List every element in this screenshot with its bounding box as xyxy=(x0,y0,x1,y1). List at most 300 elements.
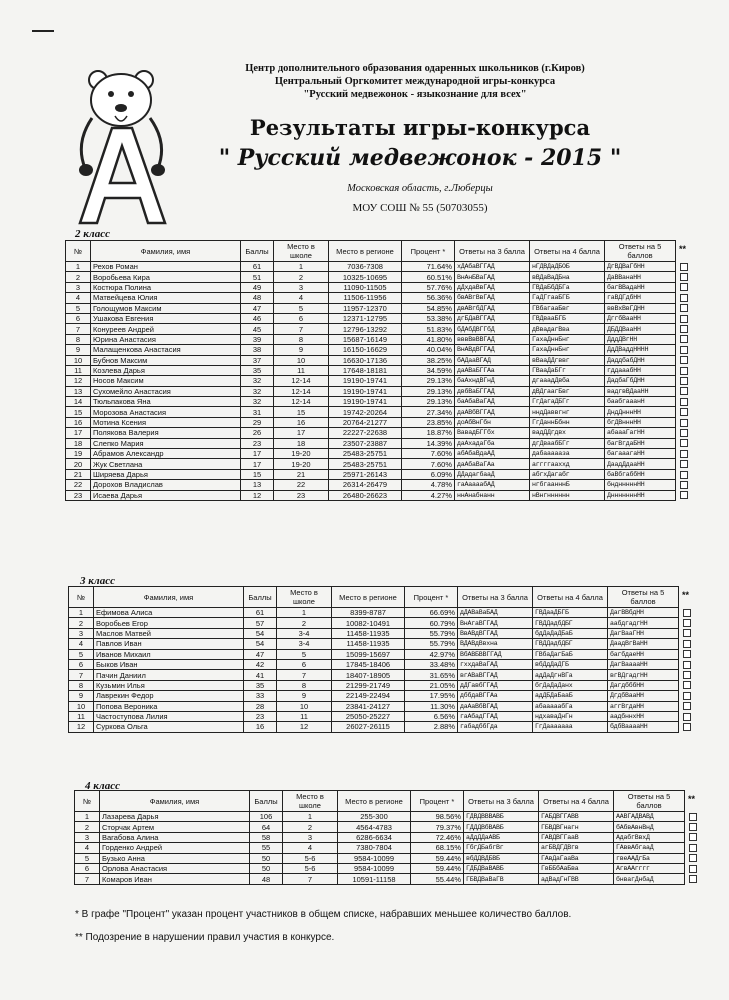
column-header: Место в регионе xyxy=(338,791,411,812)
table-cell: бдбВааааНН xyxy=(608,722,679,732)
table-cell: 55.79% xyxy=(405,639,458,649)
table-cell: ДагдбббНН xyxy=(608,680,679,690)
table-header-row xyxy=(75,791,685,812)
table-cell: 4.78% xyxy=(402,480,455,490)
table-cell: ВавадБГГбх xyxy=(455,428,530,438)
table-cell: 15 xyxy=(274,407,329,417)
table-row xyxy=(69,691,679,701)
violation-checkbox[interactable] xyxy=(680,450,688,458)
table-cell: ДаВВанаНН xyxy=(605,272,676,282)
table-cell: Ушакова Евгения xyxy=(91,313,241,323)
violation-checkbox[interactable] xyxy=(680,419,688,427)
table-cell: 8 xyxy=(66,334,91,344)
table-cell: доАбВнГбн xyxy=(455,417,530,427)
table-cell: ГахаДннБнг xyxy=(530,345,605,355)
table-cell: Тюльпакова Яна xyxy=(91,397,241,407)
column-header: Ответы на 3 балла xyxy=(464,791,539,812)
table-cell: аггВгдаНН xyxy=(608,701,679,711)
violation-checkbox[interactable] xyxy=(689,875,697,883)
table-cell: 8399-8787 xyxy=(332,608,405,618)
table-cell: 4 xyxy=(283,843,338,853)
table-cell: ГвББбАаБва xyxy=(539,863,614,873)
table-header-row xyxy=(69,587,679,608)
violation-checkbox[interactable] xyxy=(683,723,691,731)
table-cell: ГВДаБбДБГа xyxy=(530,282,605,292)
table-cell: Горденко Андрей xyxy=(100,843,250,853)
violation-checkbox[interactable] xyxy=(683,661,691,669)
violation-checkbox[interactable] xyxy=(689,854,697,862)
violation-checkbox[interactable] xyxy=(680,408,688,416)
table-cell: 55.44% xyxy=(411,874,464,884)
table-cell: Козлева Дарья xyxy=(91,365,241,375)
violation-checkbox[interactable] xyxy=(680,315,688,323)
table-cell: дабаааааза xyxy=(530,449,605,459)
violation-checkbox[interactable] xyxy=(680,294,688,302)
table-cell: 16150-16629 xyxy=(329,345,402,355)
table-cell: 3 xyxy=(66,282,91,292)
table-cell: 23 xyxy=(244,711,277,721)
violation-checkbox[interactable] xyxy=(680,283,688,291)
table-cell: 55 xyxy=(250,843,283,853)
table-cell: 31 xyxy=(241,407,274,417)
table-cell: аггггааххд xyxy=(530,459,605,469)
table-cell: 5 xyxy=(75,853,100,863)
table-cell: ДадбаГбДНН xyxy=(605,376,676,386)
results-table xyxy=(65,240,676,501)
table-cell: 17 xyxy=(274,428,329,438)
table-cell: 12-14 xyxy=(274,376,329,386)
table-cell: 22149-22494 xyxy=(332,691,405,701)
table-cell: 57.76% xyxy=(402,282,455,292)
table-cell: 29.13% xyxy=(402,386,455,396)
table-cell: Кузьмин Илья xyxy=(94,680,244,690)
table-cell: Комаров Иван xyxy=(100,874,250,884)
table-cell: 25971-26143 xyxy=(329,469,402,479)
table-cell: 5 xyxy=(69,649,94,659)
table-cell: 5-6 xyxy=(283,863,338,873)
violation-checkbox[interactable] xyxy=(689,844,697,852)
table-cell: 12796-13292 xyxy=(329,324,402,334)
table-cell: 7 xyxy=(277,670,332,680)
violation-checkbox[interactable] xyxy=(683,609,691,617)
table-cell: 10 xyxy=(277,701,332,711)
table-row xyxy=(69,711,679,721)
table-cell: Орлова Анастасия xyxy=(100,863,250,873)
violation-checkbox[interactable] xyxy=(680,439,688,447)
table-cell: 7 xyxy=(66,324,91,334)
table-cell: 58 xyxy=(250,832,283,842)
table-cell: 4 xyxy=(66,293,91,303)
table-cell: 26314-26479 xyxy=(329,480,402,490)
table-cell: ГВбаДагБаБ xyxy=(533,649,608,659)
table-cell: 7380-7804 xyxy=(338,843,411,853)
table-cell: ДдДВаддНННН xyxy=(605,345,676,355)
table-row xyxy=(66,480,676,490)
table-cell: дДГавбГГАД xyxy=(458,680,533,690)
table-row xyxy=(69,608,679,618)
table-cell: 11957-12370 xyxy=(329,303,402,313)
table-cell: 31.65% xyxy=(405,670,458,680)
table-cell: 32 xyxy=(241,397,274,407)
table-cell: 15 xyxy=(241,469,274,479)
table-cell: ннАнабнанн xyxy=(455,490,530,500)
table-cell: гаАбадГГАД xyxy=(458,711,533,721)
violation-checkbox[interactable] xyxy=(680,263,688,271)
table-cell: 9584-10099 xyxy=(338,863,411,873)
table-row xyxy=(69,628,679,638)
violation-checkbox[interactable] xyxy=(680,356,688,364)
violation-checkbox[interactable] xyxy=(680,273,688,281)
column-header: Место в школе xyxy=(277,587,332,608)
violation-checkbox[interactable] xyxy=(680,335,688,343)
table-cell: 6 xyxy=(274,313,329,323)
table-cell: ДддДВгНН xyxy=(605,334,676,344)
table-cell: Ефимова Алиса xyxy=(94,608,244,618)
table-cell: дгБДаВГГАД xyxy=(455,313,530,323)
column-header: Баллы xyxy=(244,587,277,608)
table-cell: Матвейцева Юлия xyxy=(91,293,241,303)
table-cell: адВадГнГВВ xyxy=(539,874,614,884)
violation-checkbox[interactable] xyxy=(680,304,688,312)
table-cell: 11 xyxy=(66,365,91,375)
table-cell: Конуреев Андрей xyxy=(91,324,241,334)
table-cell: дббдаВГГАа xyxy=(458,691,533,701)
violation-checkbox[interactable] xyxy=(689,865,697,873)
table-cell: 4 xyxy=(75,843,100,853)
column-header: Ответы на 4 балла xyxy=(533,587,608,608)
table-row xyxy=(75,822,685,832)
violation-checkbox[interactable] xyxy=(683,619,691,627)
column-header: Место в школе xyxy=(283,791,338,812)
table-cell: багВгдаБНН xyxy=(605,438,676,448)
header-line-3: "Русский медвежонок - языкознание для всех" xyxy=(303,89,527,100)
table-cell: багбдаеНН xyxy=(608,649,679,659)
table-cell: 29 xyxy=(241,417,274,427)
table-cell: 11 xyxy=(69,711,94,721)
table-cell: вбДДВДБВБ xyxy=(464,853,539,863)
table-cell: 6.09% xyxy=(402,469,455,479)
table-cell: 11458-11935 xyxy=(332,639,405,649)
column-header: Фамилия, имя xyxy=(100,791,250,812)
table-cell: гддааабНН xyxy=(605,365,676,375)
table-cell: Павлов Иван xyxy=(94,639,244,649)
table-cell: 49 xyxy=(241,282,274,292)
grade-label: 2 класс xyxy=(75,228,110,240)
table-cell: аДдДДаАВБ xyxy=(464,832,539,842)
table-cell: 11.30% xyxy=(405,701,458,711)
table-cell: 6 xyxy=(69,659,94,669)
table-cell: бДАбДВГГбД xyxy=(455,324,530,334)
table-row xyxy=(69,701,679,711)
violation-checkbox[interactable] xyxy=(680,491,688,499)
table-row xyxy=(66,438,676,448)
table-cell: 53.38% xyxy=(402,313,455,323)
table-cell: 10 xyxy=(69,701,94,711)
table-cell: Слепко Мария xyxy=(91,438,241,448)
table-cell: 5 xyxy=(274,303,329,313)
school-name: МОУ СОШ № 55 (50703055) xyxy=(352,202,488,214)
table-cell: Голощумов Максим xyxy=(91,303,241,313)
table-cell: 19-20 xyxy=(274,449,329,459)
column-header: Место в школе xyxy=(274,241,329,262)
table-cell: 79.37% xyxy=(411,822,464,832)
table-cell: 55.79% xyxy=(405,628,458,638)
table-cell: АдабгВвхД xyxy=(614,832,685,842)
violation-checkbox[interactable] xyxy=(680,471,688,479)
table-cell: аабдгадгНН xyxy=(608,618,679,628)
table-cell: дгааадДвба xyxy=(530,376,605,386)
table-cell: 2 xyxy=(75,822,100,832)
violation-checkbox[interactable] xyxy=(683,629,691,637)
table-cell: 19-20 xyxy=(274,459,329,469)
violation-checkbox[interactable] xyxy=(683,702,691,710)
violation-checkbox[interactable] xyxy=(680,367,688,375)
table-cell: 33 xyxy=(244,691,277,701)
table-cell: габадббГда xyxy=(458,722,533,732)
table-cell: бгДаДаДанх xyxy=(533,680,608,690)
violation-checkbox[interactable] xyxy=(683,681,691,689)
table-cell: ДнннннннНН xyxy=(605,490,676,500)
table-cell: Юрина Анастасия xyxy=(91,334,241,344)
table-cell: абааааабГа xyxy=(533,701,608,711)
table-cell: 10082-10491 xyxy=(332,618,405,628)
table-cell: 11458-11935 xyxy=(332,628,405,638)
table-cell: 40.04% xyxy=(402,345,455,355)
table-row xyxy=(66,303,676,313)
table-cell: агБВДГДВгв xyxy=(539,843,614,853)
table-row xyxy=(66,324,676,334)
table-cell: 48 xyxy=(241,293,274,303)
table-cell: 51 xyxy=(241,272,274,282)
violation-checkbox[interactable] xyxy=(680,387,688,395)
table-cell: даАаВбВГАД xyxy=(458,701,533,711)
table-cell: 1 xyxy=(277,608,332,618)
table-cell: 60.51% xyxy=(402,272,455,282)
table-cell: 9 xyxy=(277,691,332,701)
column-header: Ответы на 5 баллов xyxy=(605,241,676,262)
column-header: Баллы xyxy=(241,241,274,262)
organizer-header xyxy=(180,62,650,101)
table-cell: 38 xyxy=(241,345,274,355)
violation-checkbox[interactable] xyxy=(680,377,688,385)
table-cell: 19190-19741 xyxy=(329,386,402,396)
table-cell: ГВааДаБГг xyxy=(530,365,605,375)
table-cell: 21 xyxy=(274,469,329,479)
table-cell: бвАВгВвГАД xyxy=(455,293,530,303)
table-cell: Сухомейло Анастасия xyxy=(91,386,241,396)
table-cell: 15 xyxy=(66,407,91,417)
table-cell: 7036-7308 xyxy=(329,262,402,272)
table-cell: багВВадаНН xyxy=(605,282,676,292)
table-cell: вВДаВаДБна xyxy=(530,272,605,282)
table-row xyxy=(66,376,676,386)
table-cell: 4.27% xyxy=(402,490,455,500)
table-cell: 7.60% xyxy=(402,449,455,459)
table-cell: 28 xyxy=(244,701,277,711)
table-cell: 19190-19741 xyxy=(329,397,402,407)
table-cell: баАбаВаГАД xyxy=(455,397,530,407)
violation-column-header: ** xyxy=(682,590,690,600)
table-cell: даАВбВГГАД xyxy=(455,407,530,417)
table-cell: Малащенкова Анастасия xyxy=(91,345,241,355)
column-header: № xyxy=(69,587,94,608)
table-cell: 3 xyxy=(283,832,338,842)
table-cell: 18.87% xyxy=(402,428,455,438)
violation-checkbox[interactable] xyxy=(680,429,688,437)
table-cell: 18 xyxy=(274,438,329,448)
column-header: № xyxy=(75,791,100,812)
table-cell: 6 xyxy=(75,863,100,873)
contest-name: " Русский медвежонок - 2015 " xyxy=(218,145,622,171)
table-cell: 10 xyxy=(274,355,329,365)
table-cell: 17 xyxy=(241,459,274,469)
table-cell: 6 xyxy=(277,659,332,669)
violation-checkbox[interactable] xyxy=(683,713,691,721)
table-cell: ААВГАДВАВД xyxy=(614,812,685,822)
table-cell: 7 xyxy=(283,874,338,884)
table-cell: 4 xyxy=(274,293,329,303)
table-row xyxy=(66,365,676,375)
table-cell: 3-4 xyxy=(277,628,332,638)
table-cell: 9 xyxy=(274,345,329,355)
table-cell: 47 xyxy=(244,649,277,659)
table-cell: ДагВааааНН xyxy=(608,659,679,669)
table-cell: абАбаВдаАД xyxy=(455,449,530,459)
column-header: Ответы на 3 балла xyxy=(455,241,530,262)
table-cell: ГВДааДБГБ xyxy=(533,608,608,618)
column-header: Ответы на 4 балла xyxy=(539,791,614,812)
violation-checkbox[interactable] xyxy=(680,481,688,489)
table-cell: ДгдбВааНН xyxy=(608,691,679,701)
table-cell: Попова Вероника xyxy=(94,701,244,711)
table-cell: 35 xyxy=(244,680,277,690)
table-cell: 23507-23887 xyxy=(329,438,402,448)
table-cell: ГБВДВГнагн xyxy=(539,822,614,832)
table-row xyxy=(75,843,685,853)
table-cell: 22227-22638 xyxy=(329,428,402,438)
header-line-2: Центральный Оргкомитет международной игры-конкурса xyxy=(274,76,556,87)
table-row xyxy=(69,639,679,649)
table-cell: 25483-25751 xyxy=(329,459,402,469)
table-cell: Маслов Матвей xyxy=(94,628,244,638)
violation-checkbox[interactable] xyxy=(680,325,688,333)
table-cell: 19742-20264 xyxy=(329,407,402,417)
table-cell: ГДБДВаВАВБ xyxy=(464,863,539,873)
table-cell: 39 xyxy=(241,334,274,344)
table-cell: Морозова Анастасия xyxy=(91,407,241,417)
table-row xyxy=(66,407,676,417)
results-table xyxy=(68,586,679,733)
table-cell: ГахаДннБнг xyxy=(530,334,605,344)
table-cell: 12 xyxy=(241,490,274,500)
violation-checkbox[interactable] xyxy=(680,460,688,468)
table-cell: 6.56% xyxy=(405,711,458,721)
violation-checkbox[interactable] xyxy=(683,650,691,658)
table-row xyxy=(75,812,685,822)
table-cell: 2 xyxy=(283,822,338,832)
table-cell: Воробьева Кира xyxy=(91,272,241,282)
table-row xyxy=(66,459,676,469)
column-header: Фамилия, имя xyxy=(94,587,244,608)
table-cell: дДАВаВаБАД xyxy=(458,608,533,618)
table-cell: 59.44% xyxy=(411,863,464,873)
table-cell: бАДааВГАД xyxy=(455,355,530,365)
column-header: Процент * xyxy=(402,241,455,262)
table-cell: 5 xyxy=(66,303,91,313)
table-cell: 7.60% xyxy=(402,459,455,469)
table-cell: 68.15% xyxy=(411,843,464,853)
violation-checkbox[interactable] xyxy=(689,813,697,821)
table-cell: 26027-26115 xyxy=(332,722,405,732)
table-cell: дВДгаагБвг xyxy=(530,386,605,396)
table-cell: 23 xyxy=(274,490,329,500)
table-cell: Жук Светлана xyxy=(91,459,241,469)
table-cell: Полякова Валерия xyxy=(91,428,241,438)
table-cell: 41 xyxy=(244,670,277,680)
table-cell: 51.83% xyxy=(402,324,455,334)
table-cell: Бузько Анна xyxy=(100,853,250,863)
header-line-1: Центр дополнительного образования одаренных школьников (г.Киров) xyxy=(245,63,585,74)
table-cell: 54.85% xyxy=(402,303,455,313)
table-cell: 23 xyxy=(241,438,274,448)
table-cell: ГбгДБабгВг xyxy=(464,843,539,853)
table-cell: 12 xyxy=(69,722,94,732)
table-cell: 12-14 xyxy=(274,397,329,407)
table-cell: 50 xyxy=(250,853,283,863)
table-cell: 9 xyxy=(66,345,91,355)
table-cell: ДагВааГНН xyxy=(608,628,679,638)
table-cell: 16 xyxy=(66,417,91,427)
table-cell: 11 xyxy=(274,365,329,375)
table-cell: Ширяева Дарья xyxy=(91,469,241,479)
table-cell: 255-300 xyxy=(338,812,411,822)
table-row xyxy=(66,397,676,407)
table-cell: 106 xyxy=(250,812,283,822)
table-cell: Вагабова Алина xyxy=(100,832,250,842)
violation-checkbox[interactable] xyxy=(689,823,697,831)
table-cell: нндДаввгнг xyxy=(530,407,605,417)
table-cell: 56.36% xyxy=(402,293,455,303)
table-cell: ВбАВБВВГГАД xyxy=(458,649,533,659)
table-cell: 2 xyxy=(66,272,91,282)
table-row xyxy=(69,680,679,690)
table-cell: дВвадагВва xyxy=(530,324,605,334)
table-cell: 29.13% xyxy=(402,376,455,386)
table-cell: аадбннхНН xyxy=(608,711,679,721)
table-cell: ДндДнннНН xyxy=(605,407,676,417)
table-cell: ДДадагбааД xyxy=(455,469,530,479)
violation-checkbox[interactable] xyxy=(683,692,691,700)
violation-checkbox[interactable] xyxy=(689,833,697,841)
table-cell: багааагаНН xyxy=(605,449,676,459)
table-cell: 1 xyxy=(66,262,91,272)
table-cell: 19 xyxy=(66,449,91,459)
table-cell: ДБДДВааНН xyxy=(605,324,676,334)
table-cell: 7 xyxy=(69,670,94,680)
violation-checkbox[interactable] xyxy=(680,346,688,354)
table-cell: 21299-21749 xyxy=(332,680,405,690)
table-cell: 23 xyxy=(66,490,91,500)
table-cell: бАбвАвнВнД xyxy=(614,822,685,832)
table-cell: 1 xyxy=(69,608,94,618)
table-cell: вбДдДаДГБ xyxy=(533,659,608,669)
violation-checkbox[interactable] xyxy=(683,671,691,679)
table-cell: Костюра Полина xyxy=(91,282,241,292)
table-cell: 35 xyxy=(241,365,274,375)
violation-checkbox[interactable] xyxy=(680,398,688,406)
violation-checkbox[interactable] xyxy=(683,640,691,648)
table-cell: баАхндВГнД xyxy=(455,376,530,386)
